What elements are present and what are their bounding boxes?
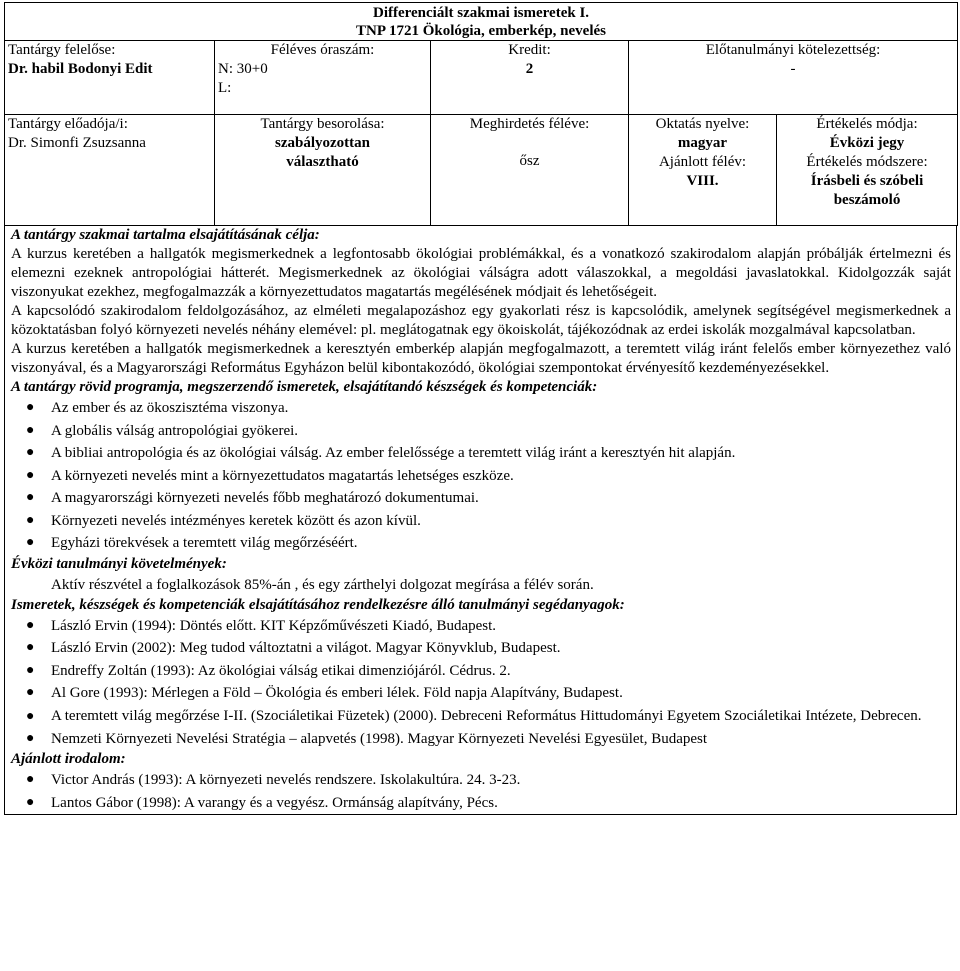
recommended-semester-label: Ajánlott félév: [658, 154, 747, 170]
goal-paragraph-3: A kurzus keretében a hallgatók megismerkednek a keresztyén emberkép alapján megfogalmazott, a teremtett világ iránt felelős ember környezethez való viszonyával, és a Magyarországi Református Egyházon belül kibontakozódó, ökológiai szempontokat érvényesítő kezdeményezésekkel. [11, 341, 951, 376]
bullet-dot-icon: ● [26, 400, 35, 415]
list-item: ● László Ervin (1994): Döntés előtt. KIT Képzőművészeti Kiadó, Budapest. [11, 615, 951, 638]
evaluation-label: Értékelés módja: [816, 116, 918, 132]
prereq-value: - [790, 61, 796, 77]
course-header-table [4, 2, 958, 226]
responsible-label: Tantárgy felelőse: [8, 42, 116, 58]
evaluation-value: Évközi jegy [829, 135, 905, 151]
evaluation-method-label: Értékelés módszere: [806, 154, 928, 170]
language-cell [629, 115, 777, 226]
bullet-dot-icon: ● [26, 490, 35, 505]
language-value: magyar [677, 135, 728, 151]
credit-value: 2 [525, 61, 534, 77]
bullet-dot-icon: ● [26, 467, 35, 483]
requirements-text: Aktív részvétel a foglalkozások 85%-án , és egy zárthelyi dolgozat megírása a félév során. [51, 576, 594, 593]
list-item: ● Lantos Gábor (1998): A varangy és a vegyész. Ormánság alapítvány, Pécs. [11, 792, 951, 815]
lecturer-cell [5, 115, 215, 226]
bullet-dot-icon: ● [26, 794, 35, 810]
hours-cell [215, 41, 431, 115]
goal-heading: A tantárgy szakmai tartalma elsajátításának célja: [11, 227, 320, 243]
goal-paragraph-1: A kurzus keretében a hallgatók megismerkednek a legfontosabb ökológiai problémákkal, és a vonatkozó szakirodalom alapján próbálják értelmezni és elemezni ezeknek antropológiai hátterét. Megismerkednek az ökológiai válságra adott válaszokkal, a megoldási javaslatokkal. Kidolgozzák saját viszonyukat ezekhez, megfogalmazzák a környezettudatos magatartás megélésének módjait és lehetőségeit. [11, 246, 951, 300]
list-item: ● Nemzeti Környezeti Nevelési Stratégia – alapvetés (1998). Magyar Környezeti Nevelési Egyesület, Budapest [11, 728, 951, 751]
goal-paragraph-2: A kapcsolódó szakirodalom feldolgozásához, az elméleti megalapozáshoz egy gyakorlati rész is kapcsolódik, amelynek segítségével megismerkednek a közoktatásban folyó környezeti nevelés néhány elemével: pl. meglátogatnak egy ökoiskolát, tájékozódnak az erdei iskolák mozgalmával kapcsolatban. [11, 303, 951, 338]
list-item: ● A globális válság antropológiai gyökerei. [11, 420, 951, 443]
recommended-semester-value: VIII. [686, 173, 719, 189]
requirements-heading: Évközi tanulmányi követelmények: [11, 555, 227, 572]
classification-label: Tantárgy besorolása: [260, 116, 385, 132]
semester-label: Meghirdetés féléve: [469, 116, 590, 132]
credit-label: Kredit: [508, 42, 551, 58]
course-title-cell [5, 3, 958, 41]
course-content [4, 226, 957, 815]
semester-value: ősz [519, 153, 540, 169]
list-item: ● A magyarországi környezeti nevelés főbb meghatározó dokumentumai. [11, 487, 951, 510]
lecturer-name: Dr. Simonfi Zsuzsanna [8, 135, 146, 151]
course-category: Differenciált szakmai ismeretek I. [372, 5, 590, 21]
list-item: ● A környezeti nevelés mint a környezettudatos magatartás lehetséges eszköze. [11, 465, 951, 488]
bullet-dot-icon: ● [26, 512, 35, 528]
bullet-dot-icon: ● [26, 708, 35, 724]
list-item: ● A bibliai antropológia és az ökológiai válság. Az ember felelőssége a teremtett világ iránt a keresztyén hit alapján. [11, 442, 951, 465]
bullet-dot-icon: ● [26, 617, 35, 633]
bullet-dot-icon: ● [26, 662, 35, 678]
evaluation-cell [777, 115, 958, 226]
recommended-reading-list [11, 769, 951, 814]
classification-cell [215, 115, 431, 226]
bullet-dot-icon: ● [26, 772, 35, 787]
classification-value: szabályozottan választható [275, 135, 370, 170]
list-item: ● Környezeti nevelés intézményes keretek között és azon kívül. [11, 510, 951, 533]
program-list [11, 397, 951, 555]
hours-label: Féléves óraszám: [270, 42, 375, 58]
language-label: Oktatás nyelve: [655, 116, 750, 132]
bullet-dot-icon: ● [26, 730, 35, 746]
credit-cell [431, 41, 629, 115]
bullet-dot-icon: ● [26, 535, 35, 550]
materials-heading: Ismeretek, készségek és kompetenciák elsajátításához rendelkezésre álló tanulmányi segédanyagok: [11, 596, 625, 613]
list-item: ● Al Gore (1993): Mérlegen a Föld – Ökológia és emberi lélek. Föld napja Alapítvány, Budapest. [11, 682, 951, 705]
lecturer-label: Tantárgy előadója/i: [8, 116, 128, 132]
course-sheet [4, 2, 957, 815]
bullet-dot-icon: ● [26, 445, 35, 460]
program-heading: A tantárgy rövid programja, megszerzendő ismeretek, elsajátítandó készségek és kompetenciák: [11, 379, 598, 395]
hours-n: N: 30+0 [218, 61, 268, 77]
prereq-label: Előtanulmányi kötelezettség: [705, 42, 881, 58]
list-item: ● Victor András (1993): A környezeti nevelés rendszere. Iskolakultúra. 24. 3-23. [11, 769, 951, 792]
evaluation-method-value: Írásbeli és szóbeli beszámoló [810, 173, 924, 208]
bullet-dot-icon: ● [26, 685, 35, 700]
list-item: ● László Ervin (2002): Meg tudod változtatni a világot. Magyar Könyvklub, Budapest. [11, 637, 951, 660]
course-code-title: TNP 1721 Ökológia, emberkép, nevelés [356, 23, 607, 39]
list-item: ● Endreffy Zoltán (1993): Az ökológiai válság etikai dimenziójáról. Cédrus. 2. [11, 660, 951, 683]
list-item: ● Egyházi törekvések a teremtett világ megőrzéséért. [11, 532, 951, 555]
semester-cell [431, 115, 629, 226]
bullet-dot-icon: ● [26, 640, 35, 655]
responsible-cell [5, 41, 215, 115]
prereq-cell [629, 41, 958, 115]
list-item: ● A teremtett világ megőrzése I-II. (Szociáletikai Füzetek) (2000). Debreceni Református Hittudományi Egyetem Szociáletikai Intézete, Debrecen. [26, 707, 922, 724]
bullet-dot-icon: ● [26, 422, 35, 438]
materials-list [11, 615, 951, 751]
hours-l: L: [218, 80, 232, 96]
responsible-name: Dr. habil Bodonyi Edit [8, 61, 153, 77]
recommended-reading-heading: Ajánlott irodalom: [11, 751, 126, 767]
list-item: ● Az ember és az ökoszisztéma viszonya. [11, 397, 951, 420]
